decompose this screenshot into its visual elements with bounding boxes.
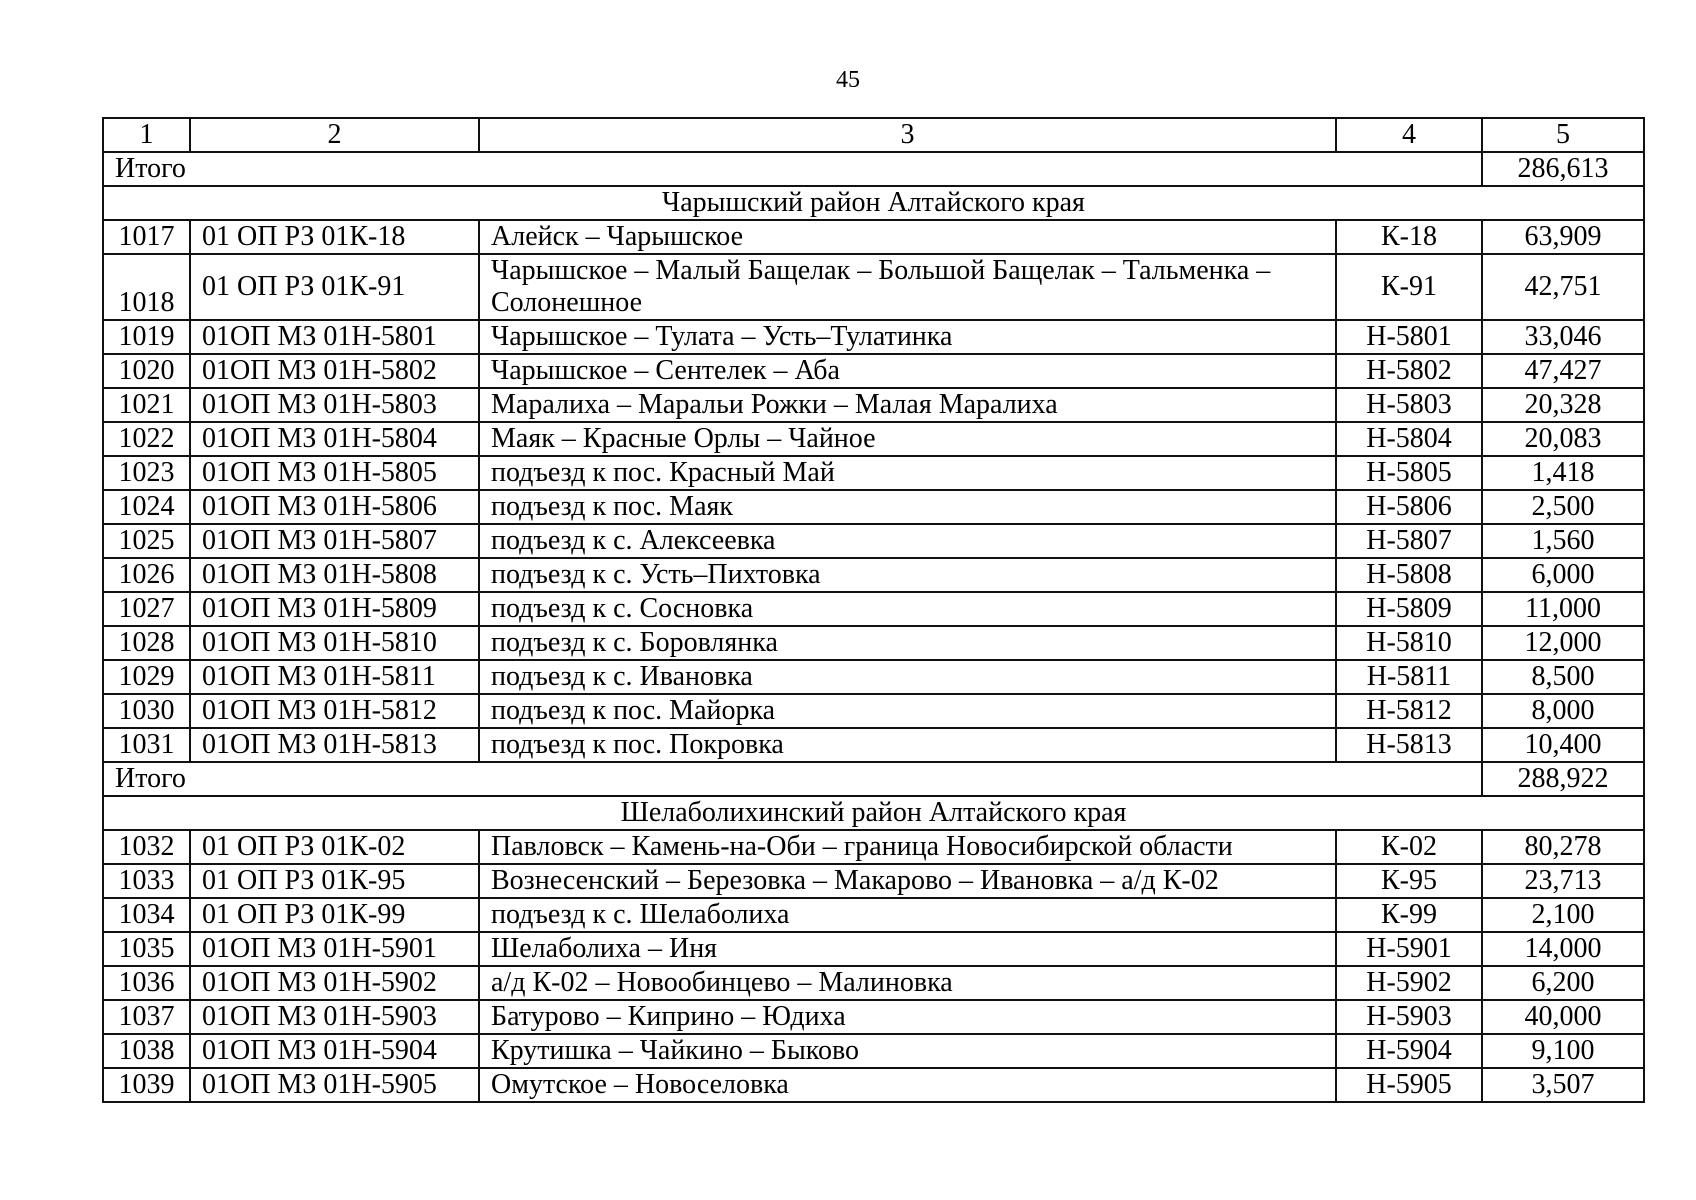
table-row xyxy=(103,592,1644,626)
road-id: 01ОП МЗ 01Н-5904 xyxy=(190,1034,479,1068)
row-number: 1034 xyxy=(103,898,190,932)
road-index: Н-5905 xyxy=(1336,1068,1482,1102)
road-length: 63,909 xyxy=(1482,220,1644,254)
road-route: Алейск – Чарышское xyxy=(479,220,1336,254)
total-label: Итого xyxy=(103,762,1482,796)
column-number-1: 1 xyxy=(103,118,190,152)
row-number: 1035 xyxy=(103,932,190,966)
road-id: 01ОП МЗ 01Н-5808 xyxy=(190,558,479,592)
road-index: Н-5810 xyxy=(1336,626,1482,660)
road-route: Вознесенский – Березовка – Макарово – Ивановка – а/д К-02 xyxy=(479,864,1336,898)
road-length: 8,000 xyxy=(1482,694,1644,728)
total-label: Итого xyxy=(103,152,1482,186)
road-route: подъезд к с. Боровлянка xyxy=(479,626,1336,660)
row-number: 1020 xyxy=(103,354,190,388)
road-length: 11,000 xyxy=(1482,592,1644,626)
table-row xyxy=(103,1034,1644,1068)
road-id: 01ОП МЗ 01Н-5811 xyxy=(190,660,479,694)
road-route: подъезд к пос. Маяк xyxy=(479,490,1336,524)
road-length: 20,328 xyxy=(1482,388,1644,422)
table-row xyxy=(103,422,1644,456)
road-index: Н-5902 xyxy=(1336,966,1482,1000)
road-length: 2,100 xyxy=(1482,898,1644,932)
table-row xyxy=(103,932,1644,966)
road-index: Н-5811 xyxy=(1336,660,1482,694)
row-number: 1027 xyxy=(103,592,190,626)
page-number: 45 xyxy=(836,67,860,93)
road-index: Н-5802 xyxy=(1336,354,1482,388)
row-number: 1031 xyxy=(103,728,190,762)
table-row xyxy=(103,1000,1644,1034)
road-id: 01ОП МЗ 01Н-5810 xyxy=(190,626,479,660)
row-number: 1017 xyxy=(103,220,190,254)
road-length: 3,507 xyxy=(1482,1068,1644,1102)
road-route: подъезд к пос. Покровка xyxy=(479,728,1336,762)
column-number-2: 2 xyxy=(190,118,479,152)
road-index: Н-5803 xyxy=(1336,388,1482,422)
table-row xyxy=(103,220,1644,254)
road-id: 01 ОП РЗ 01К-99 xyxy=(190,898,479,932)
road-index: Н-5807 xyxy=(1336,524,1482,558)
column-number-5: 5 xyxy=(1482,118,1644,152)
row-number: 1018 xyxy=(103,254,190,320)
row-number: 1022 xyxy=(103,422,190,456)
road-route: Батурово – Киприно – Юдиха xyxy=(479,1000,1336,1034)
row-number: 1024 xyxy=(103,490,190,524)
road-id: 01ОП МЗ 01Н-5807 xyxy=(190,524,479,558)
road-route: подъезд к с. Сосновка xyxy=(479,592,1336,626)
table-row xyxy=(103,966,1644,1000)
road-index: Н-5904 xyxy=(1336,1034,1482,1068)
row-number: 1033 xyxy=(103,864,190,898)
total-row xyxy=(103,152,1644,186)
road-index: Н-5901 xyxy=(1336,932,1482,966)
road-length: 40,000 xyxy=(1482,1000,1644,1034)
road-id: 01ОП МЗ 01Н-5806 xyxy=(190,490,479,524)
road-length: 80,278 xyxy=(1482,830,1644,864)
row-number: 1038 xyxy=(103,1034,190,1068)
table-row xyxy=(103,320,1644,354)
road-index: Н-5903 xyxy=(1336,1000,1482,1034)
road-route: Шелаболиха – Иня xyxy=(479,932,1336,966)
road-id: 01ОП МЗ 01Н-5812 xyxy=(190,694,479,728)
road-length: 1,418 xyxy=(1482,456,1644,490)
road-list-table xyxy=(102,117,1645,1103)
road-length: 9,100 xyxy=(1482,1034,1644,1068)
table-row xyxy=(103,254,1644,320)
road-route: Чарышское – Сентелек – Аба xyxy=(479,354,1336,388)
road-length: 6,200 xyxy=(1482,966,1644,1000)
road-index: Н-5812 xyxy=(1336,694,1482,728)
road-route: Павловск – Камень-на-Оби – граница Новосибирской области xyxy=(479,830,1336,864)
table-row xyxy=(103,524,1644,558)
road-route: Маяк – Красные Орлы – Чайное xyxy=(479,422,1336,456)
road-length: 20,083 xyxy=(1482,422,1644,456)
road-route: подъезд к пос. Майорка xyxy=(479,694,1336,728)
total-row xyxy=(103,762,1644,796)
table-row xyxy=(103,830,1644,864)
road-index: Н-5804 xyxy=(1336,422,1482,456)
road-length: 8,500 xyxy=(1482,660,1644,694)
road-id: 01 ОП РЗ 01К-91 xyxy=(190,254,479,320)
column-number-4: 4 xyxy=(1336,118,1482,152)
row-number: 1023 xyxy=(103,456,190,490)
column-number-3: 3 xyxy=(479,118,1336,152)
road-length: 47,427 xyxy=(1482,354,1644,388)
road-route: подъезд к с. Шелаболиха xyxy=(479,898,1336,932)
column-number-row xyxy=(103,118,1644,152)
table-row xyxy=(103,898,1644,932)
road-length: 14,000 xyxy=(1482,932,1644,966)
road-id: 01ОП МЗ 01Н-5803 xyxy=(190,388,479,422)
road-id: 01ОП МЗ 01Н-5805 xyxy=(190,456,479,490)
road-id: 01ОП МЗ 01Н-5809 xyxy=(190,592,479,626)
district-header-row xyxy=(103,796,1644,830)
road-route: Омутское – Новоселовка xyxy=(479,1068,1336,1102)
row-number: 1029 xyxy=(103,660,190,694)
road-length: 23,713 xyxy=(1482,864,1644,898)
road-length: 6,000 xyxy=(1482,558,1644,592)
district-header-row xyxy=(103,186,1644,220)
road-length: 2,500 xyxy=(1482,490,1644,524)
road-index: Н-5809 xyxy=(1336,592,1482,626)
road-id: 01ОП МЗ 01Н-5901 xyxy=(190,932,479,966)
road-route: подъезд к с. Ивановка xyxy=(479,660,1336,694)
table-row xyxy=(103,558,1644,592)
table-row xyxy=(103,1068,1644,1102)
table-body xyxy=(103,152,1644,1102)
road-index: К-99 xyxy=(1336,898,1482,932)
total-value: 286,613 xyxy=(1482,152,1644,186)
road-index: Н-5808 xyxy=(1336,558,1482,592)
road-length: 33,046 xyxy=(1482,320,1644,354)
road-index: Н-5801 xyxy=(1336,320,1482,354)
road-route: Чарышское – Малый Бащелак – Большой Бащелак – Тальменка – Солонешное xyxy=(479,254,1336,320)
road-id: 01 ОП РЗ 01К-02 xyxy=(190,830,479,864)
road-index: Н-5805 xyxy=(1336,456,1482,490)
table-row xyxy=(103,388,1644,422)
total-value: 288,922 xyxy=(1482,762,1644,796)
road-route: подъезд к пос. Красный Май xyxy=(479,456,1336,490)
road-length: 42,751 xyxy=(1482,254,1644,320)
road-length: 12,000 xyxy=(1482,626,1644,660)
table-row xyxy=(103,626,1644,660)
row-number: 1037 xyxy=(103,1000,190,1034)
row-number: 1019 xyxy=(103,320,190,354)
district-title: Чарышский район Алтайского края xyxy=(103,186,1644,220)
table-row xyxy=(103,864,1644,898)
road-id: 01 ОП РЗ 01К-95 xyxy=(190,864,479,898)
road-index: К-91 xyxy=(1336,254,1482,320)
road-id: 01 ОП РЗ 01К-18 xyxy=(190,220,479,254)
row-number: 1025 xyxy=(103,524,190,558)
row-number: 1036 xyxy=(103,966,190,1000)
road-route: Крутишка – Чайкино – Быково xyxy=(479,1034,1336,1068)
road-index: Н-5813 xyxy=(1336,728,1482,762)
road-id: 01ОП МЗ 01Н-5902 xyxy=(190,966,479,1000)
road-index: К-95 xyxy=(1336,864,1482,898)
road-route: а/д К-02 – Новообинцево – Малиновка xyxy=(479,966,1336,1000)
road-id: 01ОП МЗ 01Н-5903 xyxy=(190,1000,479,1034)
road-route: Чарышское – Тулата – Усть–Тулатинка xyxy=(479,320,1336,354)
table-row xyxy=(103,490,1644,524)
table-row xyxy=(103,354,1644,388)
row-number: 1021 xyxy=(103,388,190,422)
road-id: 01ОП МЗ 01Н-5813 xyxy=(190,728,479,762)
row-number: 1030 xyxy=(103,694,190,728)
table-row xyxy=(103,694,1644,728)
district-title: Шелаболихинский район Алтайского края xyxy=(103,796,1644,830)
road-length: 10,400 xyxy=(1482,728,1644,762)
road-route: подъезд к с. Усть–Пихтовка xyxy=(479,558,1336,592)
road-index: К-02 xyxy=(1336,830,1482,864)
road-id: 01ОП МЗ 01Н-5801 xyxy=(190,320,479,354)
table-row xyxy=(103,660,1644,694)
road-index: К-18 xyxy=(1336,220,1482,254)
road-id: 01ОП МЗ 01Н-5802 xyxy=(190,354,479,388)
table-row xyxy=(103,456,1644,490)
row-number: 1028 xyxy=(103,626,190,660)
road-id: 01ОП МЗ 01Н-5804 xyxy=(190,422,479,456)
row-number: 1026 xyxy=(103,558,190,592)
table-row xyxy=(103,728,1644,762)
road-length: 1,560 xyxy=(1482,524,1644,558)
road-id: 01ОП МЗ 01Н-5905 xyxy=(190,1068,479,1102)
road-route: Маралиха – Маральи Рожки – Малая Маралиха xyxy=(479,388,1336,422)
road-index: Н-5806 xyxy=(1336,490,1482,524)
row-number: 1039 xyxy=(103,1068,190,1102)
road-route: подъезд к с. Алексеевка xyxy=(479,524,1336,558)
row-number: 1032 xyxy=(103,830,190,864)
